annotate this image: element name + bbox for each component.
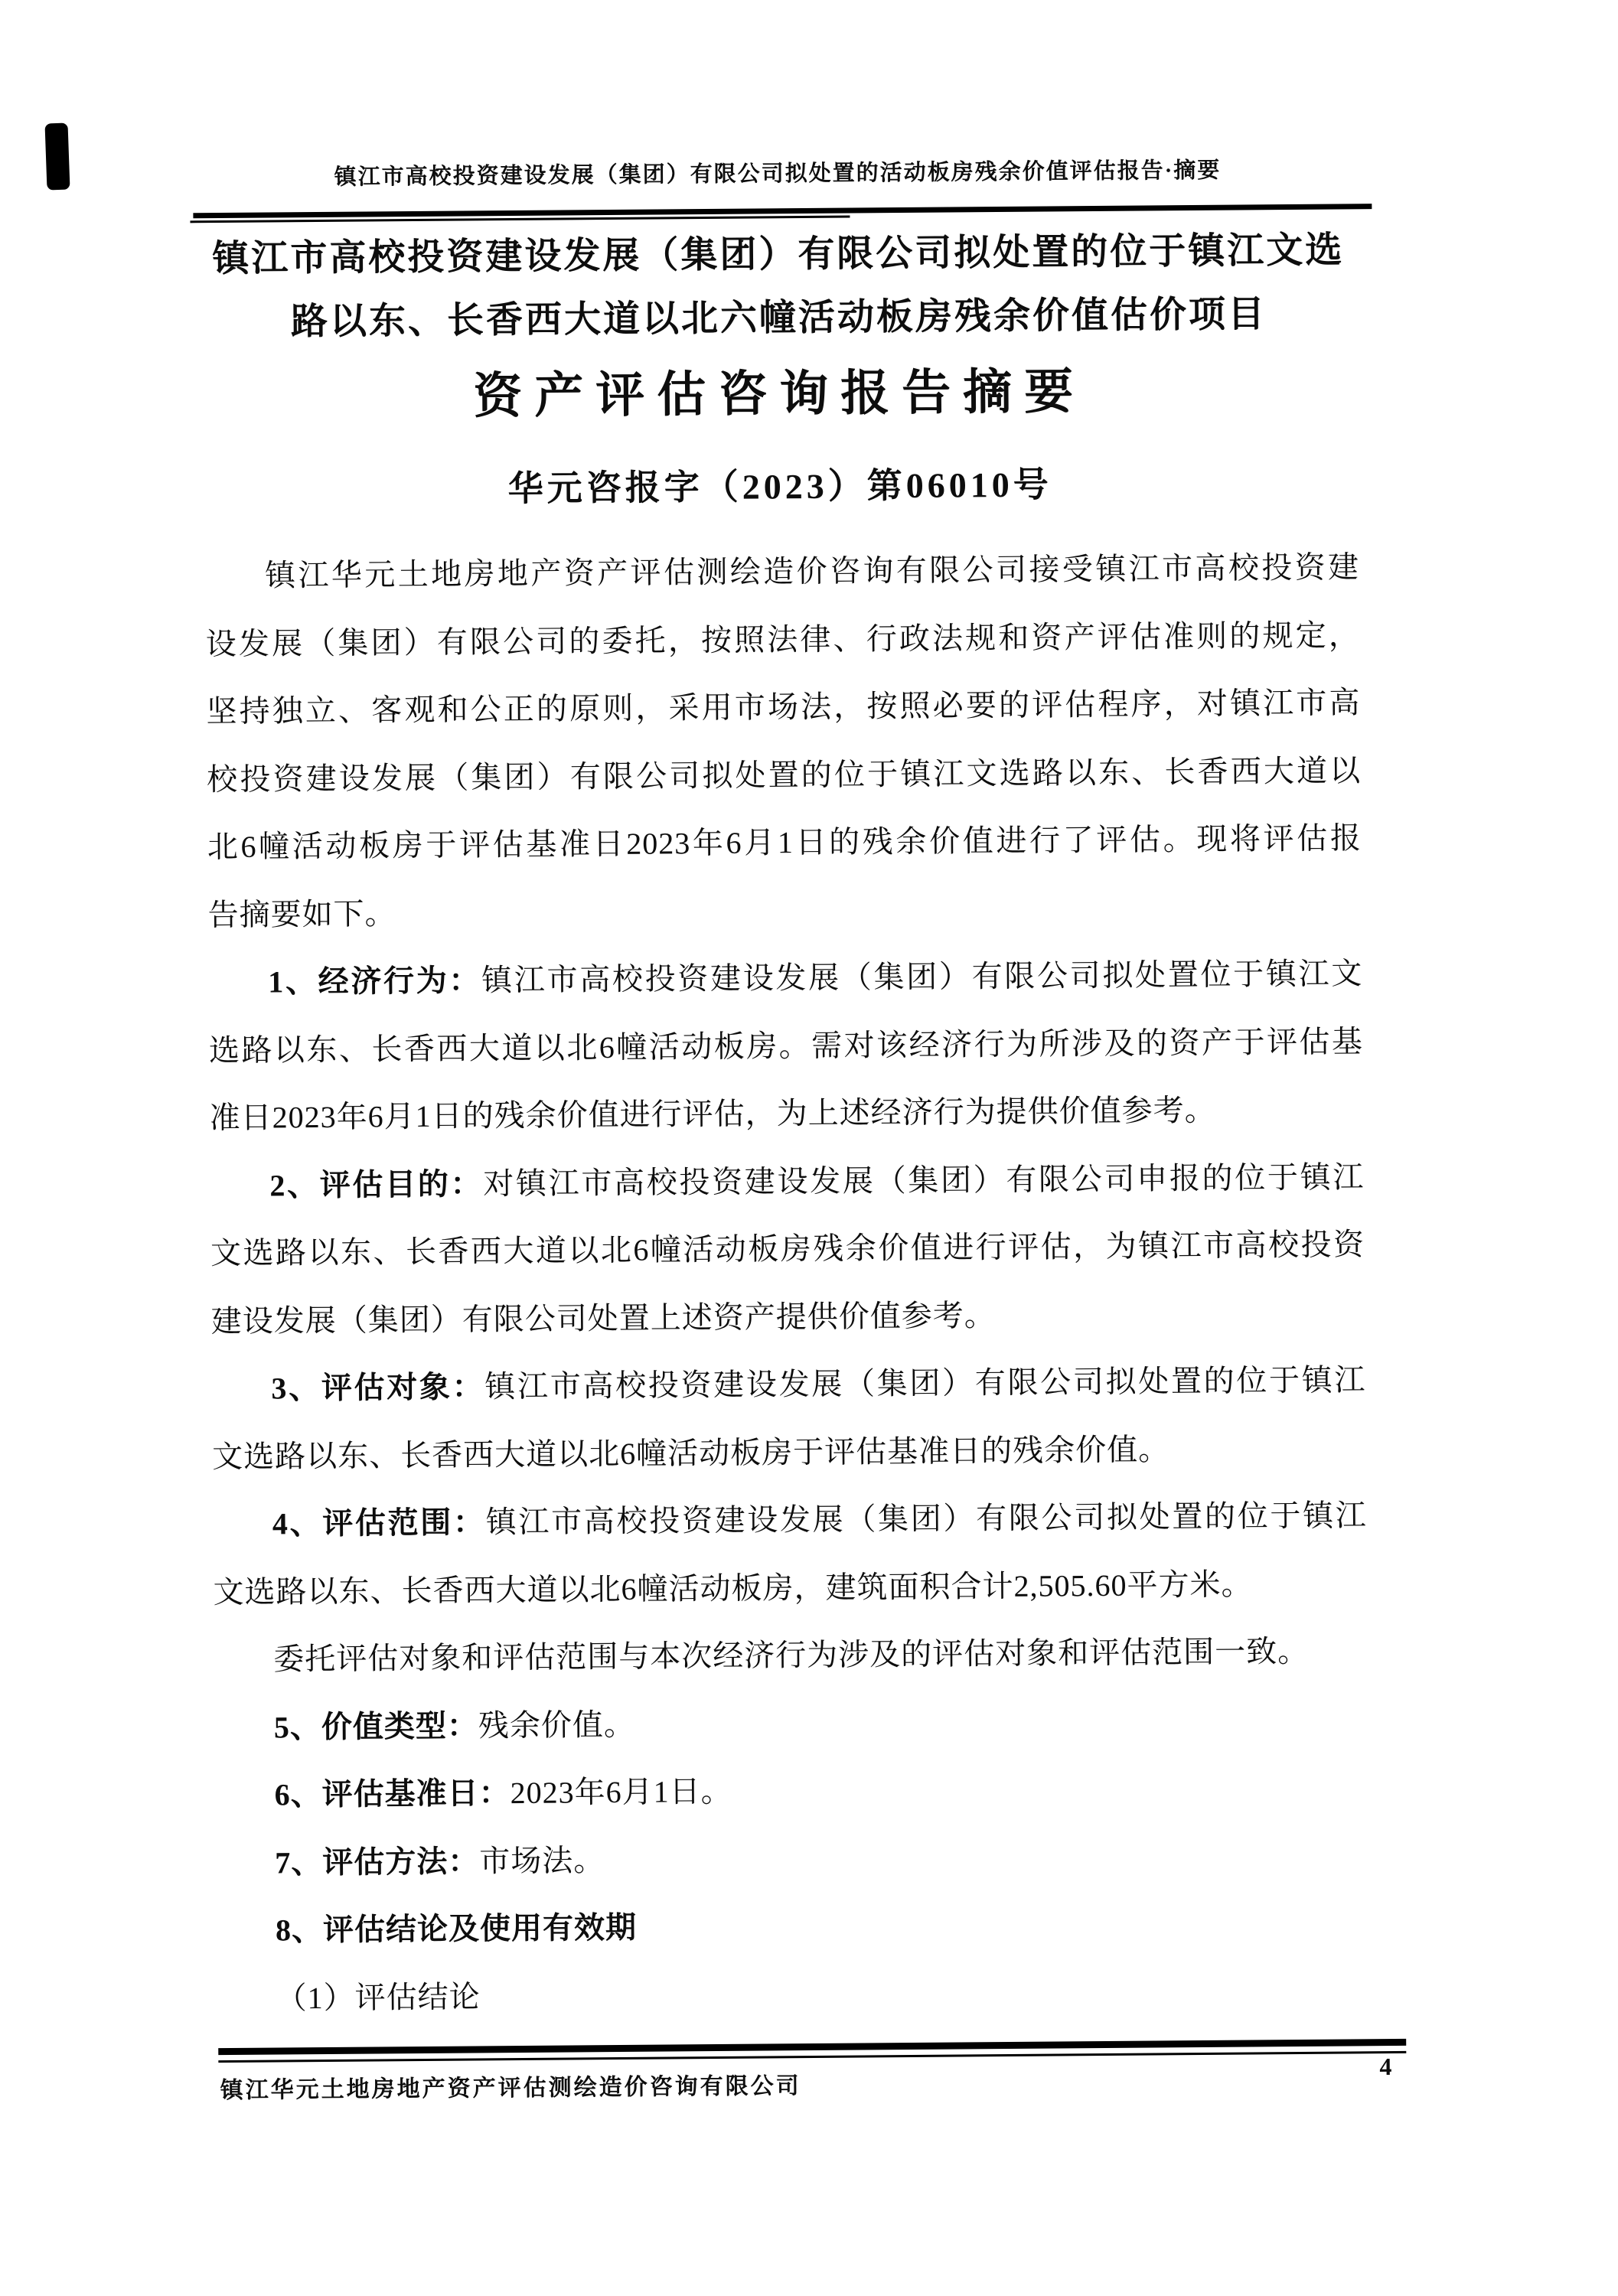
body-line: 镇江华元土地房地产资产评估测绘造价咨询有限公司接受镇江市高校投资建 xyxy=(264,550,1360,593)
body-line: 准日2023年6月1日的残余价值进行评估，为上述经济行为提供价值参考。 xyxy=(209,1092,1216,1136)
body-line: 告摘要如下。 xyxy=(207,895,396,932)
body-line: （1）评估结论 xyxy=(276,1978,481,2016)
body-line: 设发展（集团）有限公司的委托，按照法律、行政法规和资产评估准则的规定， xyxy=(205,617,1360,661)
body-line: 7、评估方法：市场法。 xyxy=(275,1842,605,1880)
running-header: 镇江市高校投资建设发展（集团）有限公司拟处置的活动板房残余价值评估报告·摘要 xyxy=(334,158,1222,190)
body-line: 2、评估目的：对镇江市高校投资建设发展（集团）有限公司申报的位于镇江 xyxy=(269,1159,1365,1203)
header-rule xyxy=(193,204,1372,218)
report-body xyxy=(205,533,1371,2033)
body-line-label: 8、评估结论及使用有效期 xyxy=(275,1910,638,1948)
body-line-label: 6、评估基准日： xyxy=(274,1776,511,1812)
report-main-title: 资产评估咨询报告摘要 xyxy=(472,364,1086,424)
body-line: 3、评估对象：镇江市高校投资建设发展（集团）有限公司拟处置的位于镇江 xyxy=(271,1362,1366,1406)
body-line-label: 5、价值类型： xyxy=(273,1707,479,1745)
body-line: 4、评估范围：镇江市高校投资建设发展（集团）有限公司拟处置的位于镇江 xyxy=(272,1498,1367,1541)
body-line: 文选路以东、长香西大道以北6幢活动板房残余价值进行评估，为镇江市高校投资 xyxy=(210,1227,1365,1271)
body-line: 委托评估对象和评估范围与本次经济行为涉及的评估对象和评估范围一致。 xyxy=(273,1633,1310,1677)
body-line: 6、评估基准日：2023年6月1日。 xyxy=(274,1773,732,1812)
body-line xyxy=(216,1888,1371,1965)
body-line-label: 7、评估方法： xyxy=(275,1843,480,1880)
body-line-label: 4、评估范围： xyxy=(272,1505,486,1541)
body-line-label: 1、经济行为： xyxy=(268,963,482,1000)
body-line: 文选路以东、长香西大道以北6幢活动板房于评估基准日的残余价值。 xyxy=(211,1431,1170,1474)
body-line: 1、经济行为：镇江市高校投资建设发展（集团）有限公司拟处置位于镇江文 xyxy=(268,956,1363,1000)
page-number: 4 xyxy=(1379,2053,1392,2081)
body-line: 北6幢活动板房于评估基准日2023年6月1日的残余价值进行了评估。现将评估报 xyxy=(207,820,1362,865)
body-line: 选路以东、长香西大道以北6幢活动板房。需对该经济行为所涉及的资产于评估基 xyxy=(208,1023,1364,1068)
body-line-label: 2、评估目的： xyxy=(269,1166,484,1203)
report-doc-number: 华元咨报字（2023）第06010号 xyxy=(507,465,1052,509)
body-line: 坚持独立、客观和公正的原则，采用市场法，按照必要的评估程序，对镇江市高 xyxy=(206,685,1361,729)
document-title-line-2: 路以东、长香西大道以北六幢活动板房残余价值估价项目 xyxy=(290,294,1267,343)
body-line: 5、价值类型：残余价值。 xyxy=(273,1707,636,1745)
footer-company-name: 镇江华元土地房地产资产评估测绘造价咨询有限公司 xyxy=(220,2073,801,2104)
body-line-label: 3、评估对象： xyxy=(271,1369,485,1406)
body-line: 文选路以东、长香西大道以北6幢活动板房，建筑面积合计2,505.60平方米。 xyxy=(213,1566,1253,1609)
body-line: 建设发展（集团）有限公司处置上述资产提供价值参考。 xyxy=(210,1297,996,1339)
document-title-line-1: 镇江市高校投资建设发展（集团）有限公司拟处置的位于镇江文选 xyxy=(212,230,1345,280)
body-line: 校投资建设发展（集团）有限公司拟处置的位于镇江文选路以东、长香西大道以 xyxy=(207,752,1362,797)
